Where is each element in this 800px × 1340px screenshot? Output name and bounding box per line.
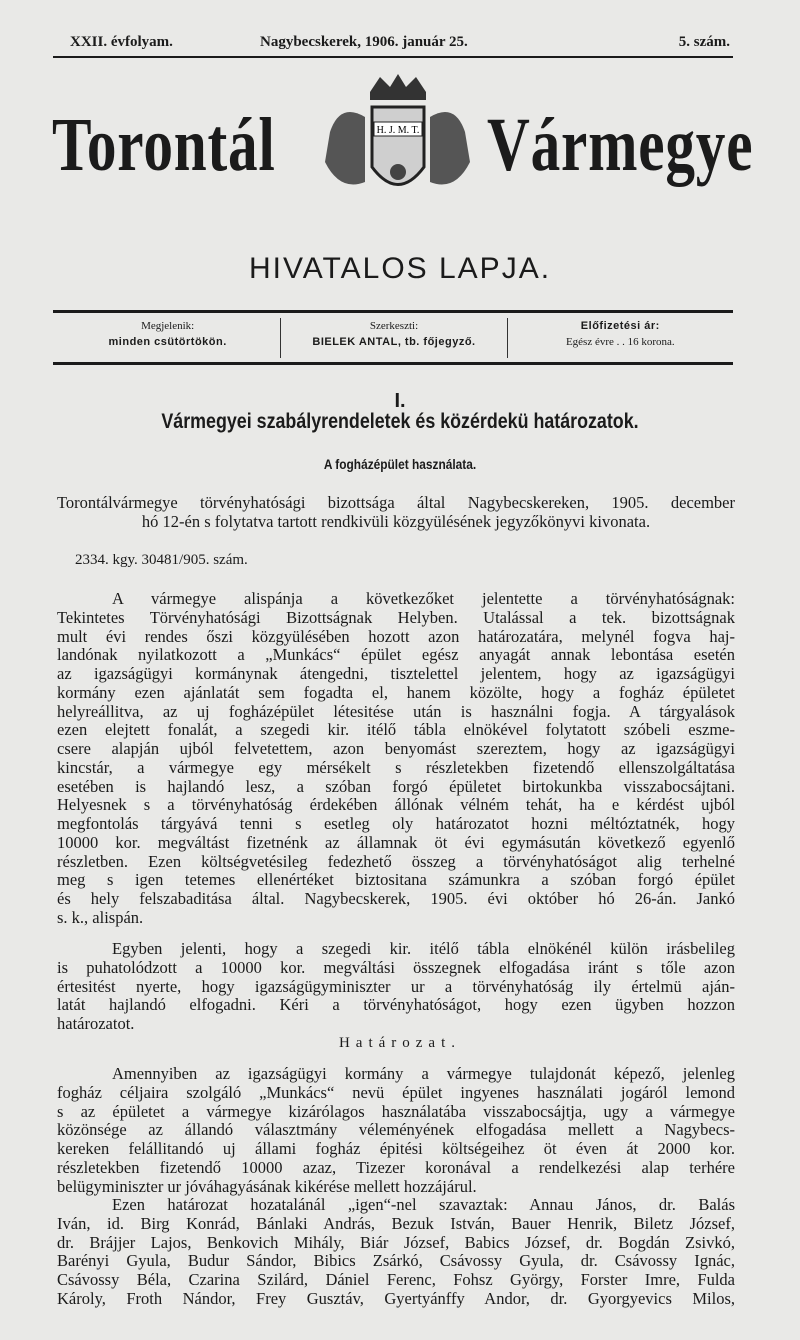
text-line: az igazságügyi kormánynak átengedni, tisztelettel jelentem, hogy az igazságügyi [57,665,735,683]
paragraph [57,940,735,1034]
text-line: részletben. Ezen költségvetésileg fedezhető összeg a törvényhatóságot alig terhelné [57,852,735,871]
place-date: Nagybecskerek, 1906. január 25. [260,34,468,50]
text-line: ezen elejtett fonalát, a szegedi kir. itélő tábla elnökével folytatott szóbeli eszme- [57,721,735,740]
subtitle: HIVATALOS LAPJA. [248,252,552,285]
text-line: kormány ezen ajánlatát sem fogadta el, hanem közölte, hogy a fogház épületet [57,683,735,702]
volume: XXII. évfolyam. [70,34,173,50]
reference-number: 2334. kgy. 30481/905. szám. [75,552,248,568]
text-line: latát hajlandó elfogadni. Kéri a törvényhatóságot, hogy ezen ügyben hozzon [57,996,735,1015]
issue-number: 5. szám. [678,34,730,50]
text-line: részletekben fizetendő 10000 azaz, Tizezer koronával a rendelkezési alap terhére [57,1158,735,1177]
info-box [55,318,733,358]
editor-label: Szerkeszti: [369,320,419,332]
paragraph [57,590,735,928]
article-title: A fogházépület használata. [323,456,477,472]
text-line: is puhatolódzott a 10000 kor. megváltási összegnek elfogadása iránt s tőle azon [57,958,735,977]
text-line: hó 12-én s folytatva tartott rendkivüli közgyülésének jegyzőkönyvi kivonata. [141,512,651,531]
crest-text: H. J. M. T. [376,125,420,136]
text-line: esetében is hajlandó lesz, a szóban forgó épületet birtokunkba visszabocsájtani. [57,777,735,796]
text-line: Csávossy Béla, Czarina Szilárd, Dániel Ferenc, Fohsz György, Forster Imre, Fulda [57,1271,735,1289]
published-label: Megjelenik: [141,320,195,332]
text-line: fogház céljaira szolgáló „Munkács“ nevü épület ingyenes használati jogáról lemond [57,1083,735,1102]
text-line: megfontolás tárgyává tenni s esetleg oly határozatot hozni méltóztatnék, hogy [57,815,735,833]
text-line: Ezen határozat hozatalánál „igen“-nel szavaztak: Annau János, dr. Balás [112,1196,735,1214]
text-line: Károly, Froth Nándor, Frey Gusztáv, Gyertyánffy Andor, dr. Gyorgyevics Milos, [57,1289,735,1308]
text-line: csere alapján ujból felvetettem, azon benyomást szereztem, hogy az igazságügyi [57,740,735,758]
text-line: kincstár, a vármegye egy mérsékelt s részletekben fizetendő ellenszolgáltatása [57,758,735,777]
text-line: Helyesnek s a törvényhatóság érdekében állónak vélném tehát, ha e kérdést ujból [57,796,735,815]
text-line: belügyminiszter ur jóváhagyásának kikérése mellett hozzájárul. [57,1177,477,1196]
text-line: Iván, id. Birg Konrád, Bánlaki András, Bezuk István, Bauer Henrik, Biletz József, [57,1214,735,1233]
text-line: mult évi rendes őszi közgyülésében hozott azon határozatára, melynél fogva haj- [57,627,735,646]
text-line: s. k., alispán. [57,908,144,927]
divider [53,310,733,313]
paragraph [57,1065,735,1196]
title-left: Torontál [52,103,276,187]
text-line: Amennyiben az igazságügyi kormány a vármegye tulajdonát képező, jelenleg [112,1065,735,1083]
masthead [55,34,730,54]
intro [57,494,735,532]
text-line: dr. Brájjer Lajos, Benkovich Mihály, Biár József, Babics József, dr. Bogdán Zsivkó, [57,1233,735,1252]
text-line: és hely felszabaditása által. Nagybecskerek, 1905. évi október hó 26-án. Jankó [57,890,735,908]
price-label: Előfizetési ár: [580,320,660,332]
text-line: meg s igen tetemes ellenértéket biztositana számunkra a szóban forgó épület [57,871,735,890]
text-line: Torontálvármegye törvényhatósági bizottsága által Nagybecskereken, 1905. december [57,494,735,512]
paragraph [57,1196,735,1309]
price-value: Egész évre . . 16 korona. [565,336,675,348]
published-value: minden csütörtökön. [108,336,227,348]
title-right: Vármegye [487,103,754,187]
text-line: A vármegye alispánja a következőket jelentette a törvényhatóságnak: [112,590,735,608]
editor-value: BIELEK ANTAL, tb. főjegyző. [312,336,476,348]
text-line: Egyben jelenti, hogy a szegedi kir. itélő tábla elnökénél külön irásbelileg [112,940,735,958]
coat-of-arms-icon [310,72,485,222]
text-line: határozatot. [57,1015,135,1033]
section-title: Vármegyei szabályrendeletek és közérdekü határozatok. [161,410,639,433]
text-line: értesitést nyerte, hogy igazságügyminiszter ur a törvényhatóság ily értelmü aján- [57,977,735,996]
text-line: kereken felállitandó uj állami fogház épitési költségeihez öt éven át 2000 kor. [57,1140,735,1158]
text-line: Tekintetes Törvényhatósági Bizottságnak Helyben. Utalással a tek. bizottságnak [57,608,735,627]
text-line: 10000 kor. megváltást fizetnénk az államnak öt évi egymásután következő egyenlő [57,833,735,852]
resolution-heading: Határozat. [338,1035,462,1051]
text-line: landónak nyilatkozott a „Munkács“ épület egész anyagát annak lebontása esetén [57,646,735,665]
text-line: közönsége az állandó választmány véleményének elfogadása mellett a Nagybecs- [57,1121,735,1140]
section-number: I. [394,390,406,412]
text-line: s az épületet a vármegye kizárólagos használatába visszabocsájtja, ugy a vármegye [57,1102,735,1121]
divider [53,362,733,365]
divider [53,56,733,58]
text-line: helyreállitva, az uj fogházépület létesitése után is használni fogja. A tárgyalások [57,702,735,721]
text-line: Barényi Gyula, Budur Sándor, Bibics Zsárkó, Csávossy Gyula, dr. Csávossy Ignác, [57,1252,735,1271]
